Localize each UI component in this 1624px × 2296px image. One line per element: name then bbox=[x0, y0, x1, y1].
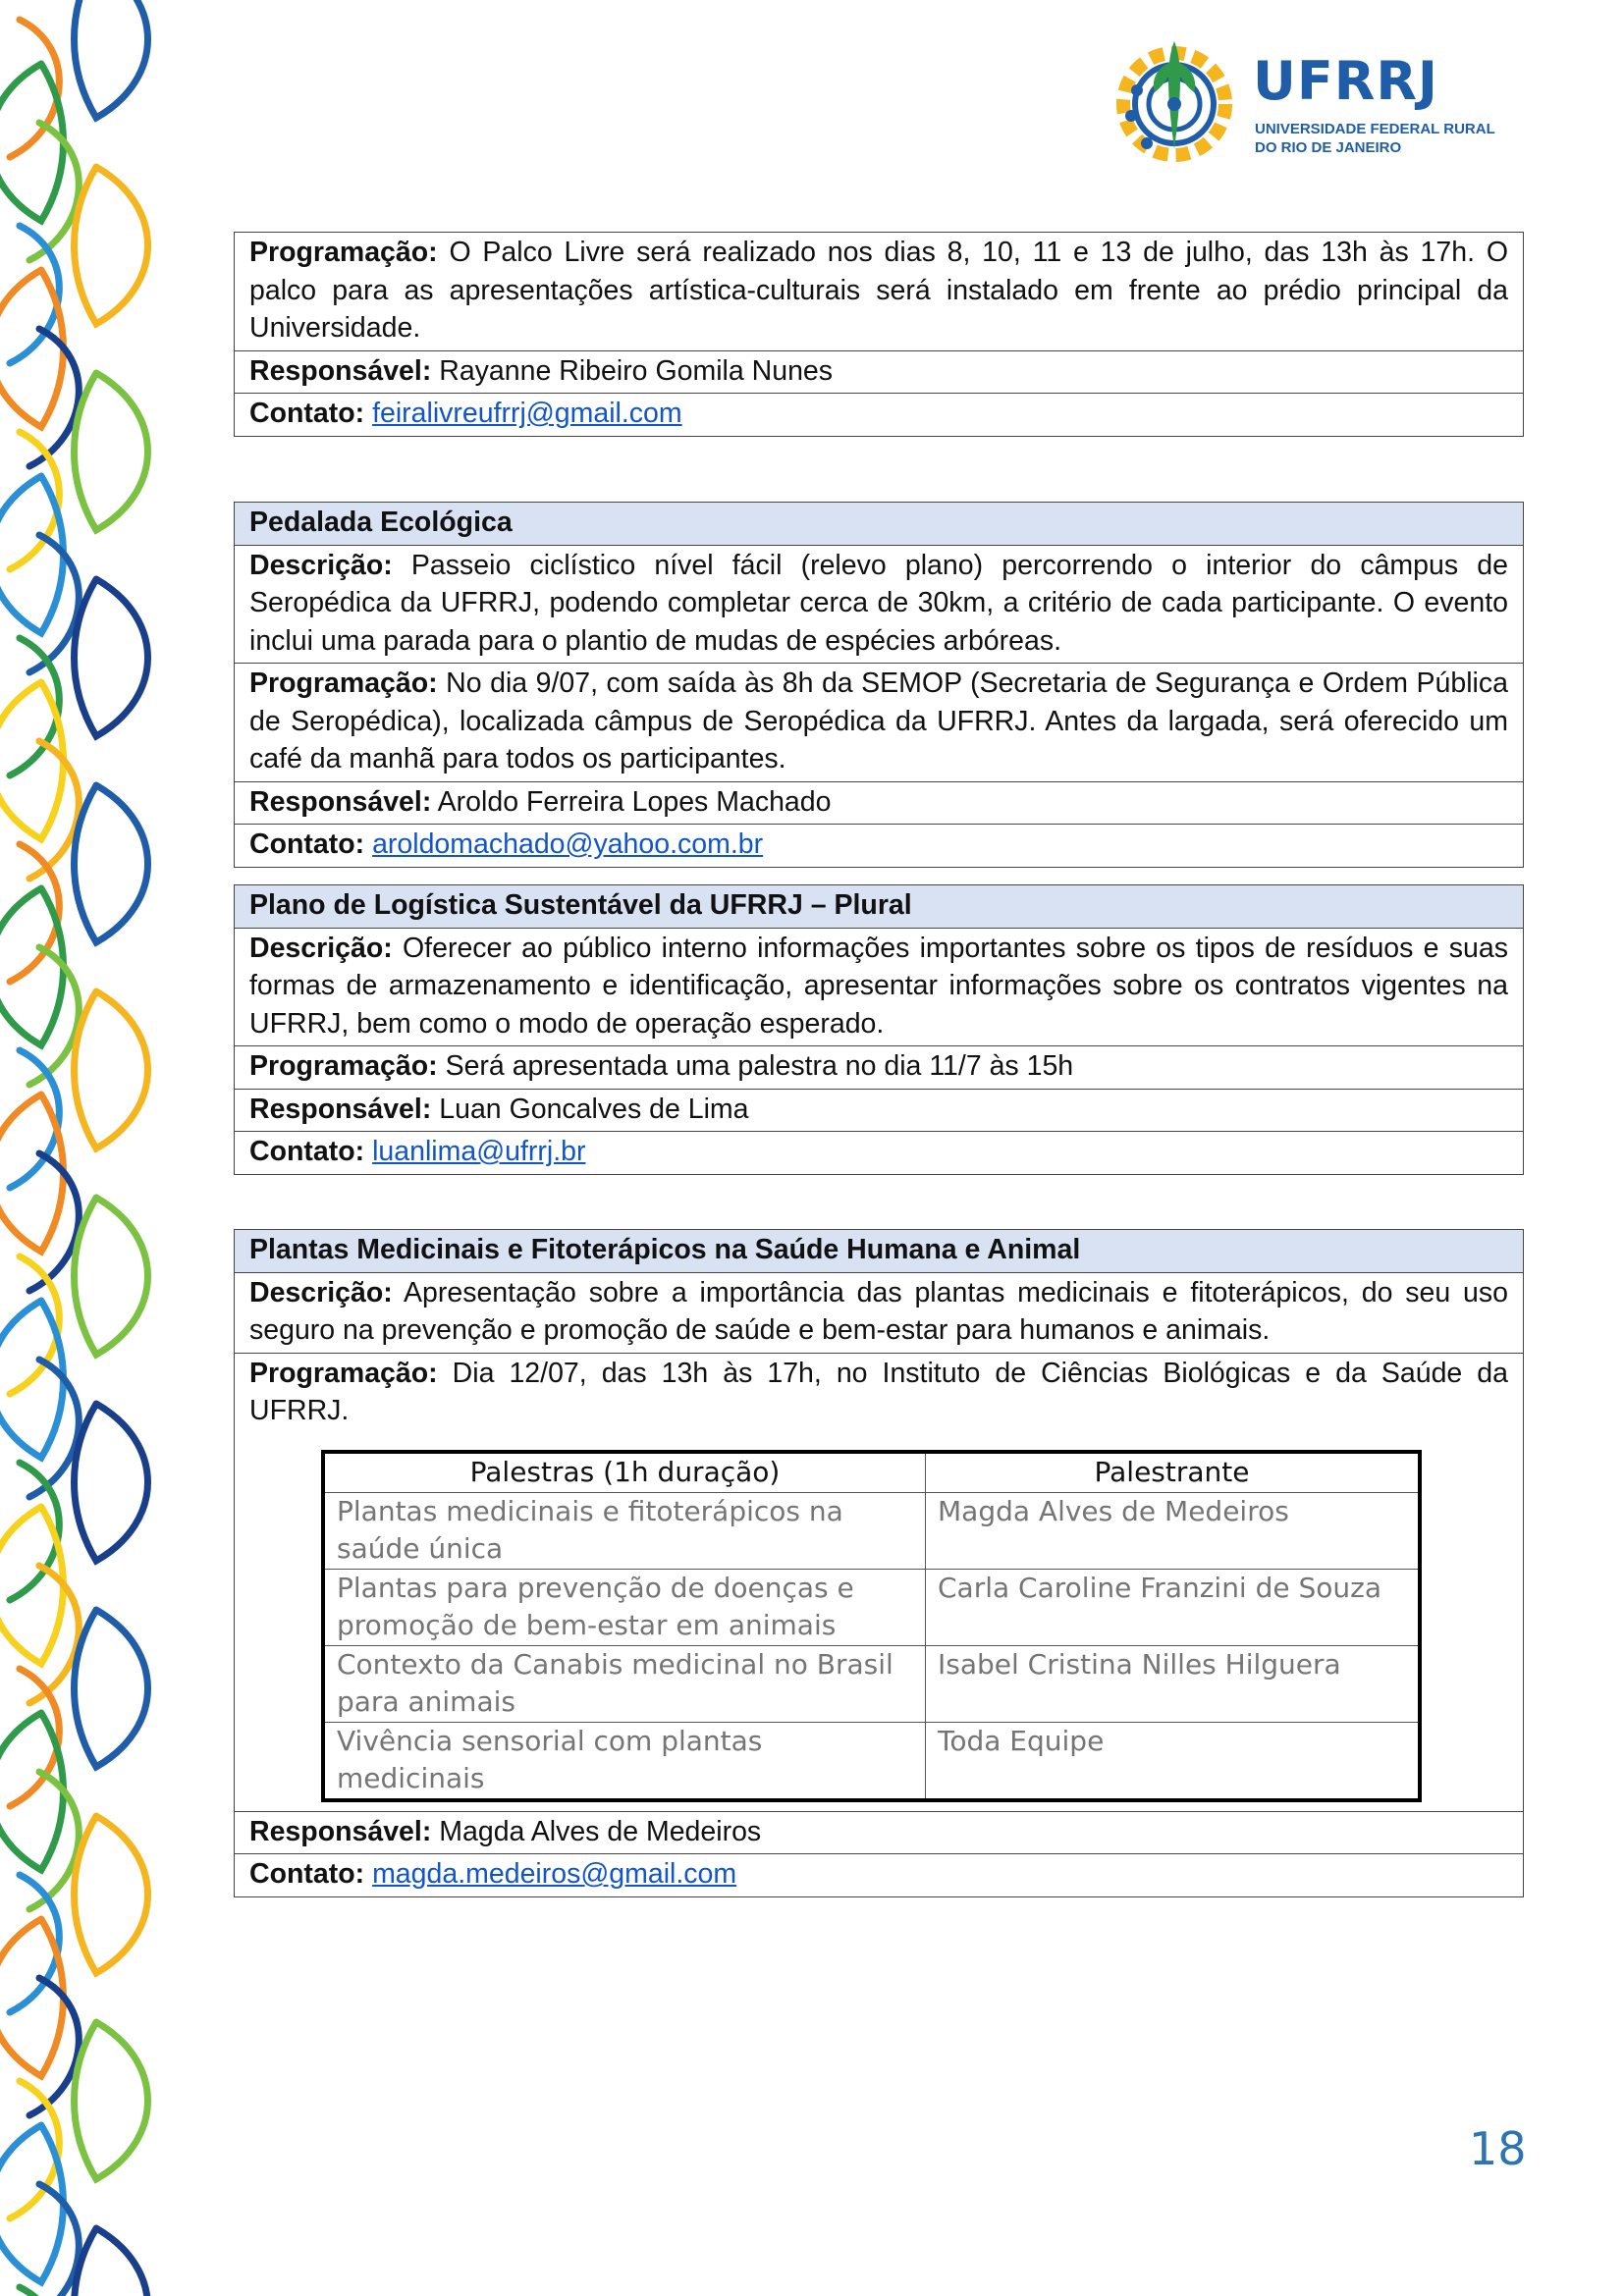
logistica-descricao-row bbox=[235, 928, 1523, 1046]
descricao-text: Passeio ciclístico nível fácil (relevo plano) percorrendo o interior do câmpus de Seropédica da UFRRJ, podendo completar cerca de 30km, a critério de cada participante. O evento inclui uma parada para o plantio de mudas de espécies arbóreas. bbox=[249, 549, 1508, 657]
palestrante-column-header: Palestrante bbox=[926, 1452, 1421, 1493]
decorative-leaf-border bbox=[0, 0, 216, 2296]
descricao-text: Apresentação sobre a importância das plantas medicinais e fitoterápicos, do seu uso seguro na prevenção e promoção de saúde e bem-estar para humanos e animais. bbox=[249, 1276, 1508, 1346]
programacao-text: Será apresentada uma palestra no dia 11/7 às 15h bbox=[437, 1050, 1074, 1082]
table-row bbox=[323, 1645, 1420, 1722]
logistica-programacao-row bbox=[235, 1045, 1523, 1089]
palestras-table bbox=[321, 1450, 1422, 1802]
palco-contact-email-link[interactable]: feiralivreufrrj@gmail.com bbox=[372, 398, 682, 429]
pedalada-descricao-row bbox=[235, 545, 1523, 664]
palco-contato-row bbox=[235, 393, 1523, 436]
palestras-table-header bbox=[323, 1452, 1420, 1493]
logo-subtitle bbox=[1255, 120, 1495, 157]
responsavel-label: Responsável: bbox=[249, 1093, 432, 1125]
decorative-leaf-arc bbox=[75, 2022, 148, 2179]
decorative-leaf-arc bbox=[75, 167, 148, 324]
responsavel-text: Magda Alves de Medeiros bbox=[431, 1815, 762, 1847]
table-row bbox=[323, 1569, 1420, 1645]
plantas-responsavel-row bbox=[235, 1811, 1523, 1854]
ufrrj-emblem-icon bbox=[1108, 22, 1245, 169]
palco-programacao-row bbox=[235, 233, 1523, 350]
logistica-responsavel-row bbox=[235, 1089, 1523, 1132]
plantas-contact-email-link[interactable]: magda.medeiros@gmail.com bbox=[372, 1858, 737, 1890]
decorative-leaf-arc bbox=[75, 1610, 148, 1767]
responsavel-label: Responsável: bbox=[249, 785, 432, 818]
descricao-label: Descrição: bbox=[249, 549, 393, 581]
palco-livre-block bbox=[234, 232, 1524, 437]
programacao-text: O Palco Livre será realizado nos dias 8, 10, 11 e 13 de julho, das 13h às 17h. O palco para as apresentações artística-culturais será instalado em frente ao prédio principal da Universidade. bbox=[249, 237, 1508, 344]
decorative-leaf-arc bbox=[10, 2287, 59, 2296]
ufrrj-logo bbox=[1108, 22, 1520, 169]
logistica-block bbox=[234, 884, 1524, 1175]
pedalada-block bbox=[234, 502, 1524, 868]
logistica-contato-row bbox=[235, 1131, 1523, 1174]
speaker-cell: Carla Caroline Franzini de Souza bbox=[926, 1569, 1421, 1645]
logo-subtitle-line-1: UNIVERSIDADE FEDERAL RURAL bbox=[1255, 121, 1495, 137]
palestras-column-header: Palestras (1h duração) bbox=[323, 1452, 926, 1493]
programacao-text: Dia 12/07, das 13h às 17h, no Instituto de Ciências Biológicas e da Saúde da UFRRJ. bbox=[249, 1357, 1508, 1426]
decorative-leaf-arc bbox=[75, 1198, 148, 1355]
logo-subtitle-line-2: DO RIO DE JANEIRO bbox=[1255, 139, 1402, 156]
programacao-text: No dia 9/07, com saída às 8h da SEMOP (Secretaria de Segurança e Ordem Pública de Seropédica), localizada câmpus de Seropédica da UFRRJ. Antes da largada, será oferecido um café da manhã para todos os participantes. bbox=[249, 667, 1508, 774]
decorative-leaf-arc bbox=[75, 579, 148, 736]
programacao-label: Programação: bbox=[249, 1357, 438, 1389]
talk-cell: Plantas para prevenção de doenças e promoção de bem-estar em animais bbox=[323, 1569, 926, 1645]
pedalada-contato-row bbox=[235, 824, 1523, 867]
descricao-label: Descrição: bbox=[249, 1276, 393, 1308]
descricao-text: Oferecer ao público interno informações importantes sobre os tipos de resíduos e suas formas de armazenamento e identificação, apresentar informações sobre os contratos vigentes na UFRRJ, bem como o modo de operação esperado. bbox=[249, 932, 1508, 1040]
talk-cell: Contexto da Canabis medicinal no Brasil para animais bbox=[323, 1645, 926, 1722]
decorative-leaf-arc bbox=[75, 991, 148, 1148]
decorative-leaf-arc bbox=[75, 2228, 148, 2296]
contato-label: Contato: bbox=[249, 828, 365, 860]
speaker-cell: Magda Alves de Medeiros bbox=[926, 1492, 1421, 1569]
plantas-contato-row bbox=[235, 1853, 1523, 1896]
speaker-cell: Toda Equipe bbox=[926, 1722, 1421, 1800]
contato-label: Contato: bbox=[249, 1858, 365, 1890]
pedalada-programacao-row bbox=[235, 663, 1523, 781]
palco-responsavel-row bbox=[235, 350, 1523, 394]
speaker-cell: Isabel Cristina Nilles Hilguera bbox=[926, 1645, 1421, 1722]
decorative-leaf-arc bbox=[75, 785, 148, 942]
programacao-label: Programação: bbox=[249, 237, 438, 268]
page-number: 18 bbox=[1469, 2122, 1527, 2175]
responsavel-text: Luan Goncalves de Lima bbox=[431, 1093, 749, 1125]
programacao-label: Programação: bbox=[249, 667, 438, 699]
talk-cell: Plantas medicinais e fitoterápicos na saúde única bbox=[323, 1492, 926, 1569]
responsavel-text: Aroldo Ferreira Lopes Machado bbox=[431, 785, 832, 818]
pedalada-responsavel-row bbox=[235, 781, 1523, 825]
logo-title: UFRRJ bbox=[1253, 50, 1438, 112]
logistica-title: Plano de Logística Sustentável da UFRRJ – Plural bbox=[235, 885, 1523, 928]
decorative-leaf-arc bbox=[75, 1816, 148, 1973]
plantas-block bbox=[234, 1229, 1524, 1897]
responsavel-label: Responsável: bbox=[249, 1815, 432, 1847]
pedalada-contact-email-link[interactable]: aroldomachado@yahoo.com.br bbox=[372, 828, 764, 860]
plantas-title: Plantas Medicinais e Fitoterápicos na Saúde Humana e Animal bbox=[235, 1230, 1523, 1272]
decorative-leaf-arc bbox=[75, 1404, 148, 1561]
logistica-contact-email-link[interactable]: luanlima@ufrrj.br bbox=[372, 1136, 586, 1167]
responsavel-label: Responsável: bbox=[249, 354, 432, 387]
plantas-descricao-row bbox=[235, 1272, 1523, 1353]
decorative-leaf-arc bbox=[75, 0, 148, 118]
pedalada-title: Pedalada Ecológica bbox=[235, 503, 1523, 545]
plantas-programacao-row bbox=[235, 1353, 1523, 1811]
table-row bbox=[323, 1722, 1420, 1800]
talk-cell: Vivência sensorial com plantas medicinais bbox=[323, 1722, 926, 1800]
contato-label: Contato: bbox=[249, 1136, 365, 1167]
descricao-label: Descrição: bbox=[249, 932, 393, 964]
contato-label: Contato: bbox=[249, 398, 365, 429]
responsavel-text: Rayanne Ribeiro Gomila Nunes bbox=[431, 354, 834, 387]
programacao-label: Programação: bbox=[249, 1050, 438, 1082]
decorative-leaf-arc bbox=[75, 373, 148, 530]
table-row bbox=[323, 1492, 1420, 1569]
